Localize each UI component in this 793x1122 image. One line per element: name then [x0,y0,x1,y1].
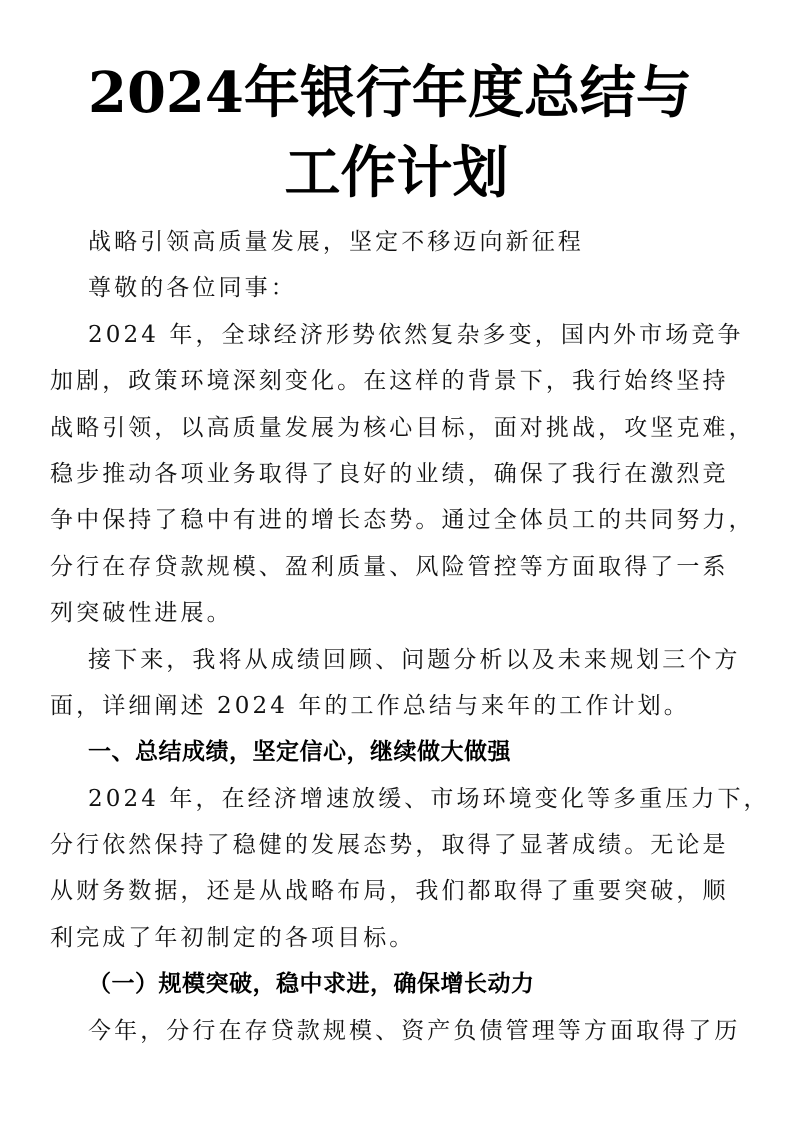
paragraph-line: 加剧，政策环境深刻变化。在这样的背景下，我行始终坚持 [50,368,729,395]
subsection-heading-1: （一）规模突破，稳中求进，确保增长动力 [88,971,535,998]
paragraph-section-1 [50,776,770,962]
paragraph-line: 分行在存贷款规模、盈利质量、风险管控等方面取得了一系 [50,553,729,580]
paragraph-line: 利完成了年初制定的各项目标。 [50,924,416,951]
greeting: 尊敬的各位同事： [88,275,297,302]
paragraph-line: 争中保持了稳中有进的增长态势。通过全体员工的共同努力， [50,507,755,534]
paragraph-line: 2024 年，在经济增速放缓、市场环境变化等多重压力下， [88,785,770,812]
section-heading-1: 一、总结成绩，坚定信心，继续做大做强 [88,739,511,766]
paragraph-line: 列突破性进展。 [50,600,233,627]
document-title-line-2: 工作计划 [284,140,509,206]
paragraph-line: 战略引领，以高质量发展为核心目标，面对挑战，攻坚克难， [50,414,755,441]
paragraph-line: 接下来，我将从成绩回顾、问题分析以及未来规划三个方 [88,646,741,673]
paragraph-outline [50,637,750,730]
paragraph-line: 今年，分行在存贷款规模、资产负债管理等方面取得了历 [88,1017,741,1044]
document-title-line-1: 2024年银行年度总结与 [88,60,692,126]
paragraph-line: 从财务数据，还是从战略布局，我们都取得了重要突破，顺 [50,878,729,905]
paragraph-line: 2024 年，全球经济形势依然复杂多变，国内外市场竞争 [88,321,744,348]
paragraph-subsection-1 [50,1008,750,1054]
document-subtitle: 战略引领高质量发展，坚定不移迈向新征程 [88,229,584,255]
paragraph-intro [50,312,755,637]
document-body [50,219,770,1054]
paragraph-line: 分行依然保持了稳健的发展态势，取得了显著成绩。无论是 [50,832,729,859]
paragraph-line: 稳步推动各项业务取得了良好的业绩，确保了我行在激烈竞 [50,460,729,487]
paragraph-line: 面，详细阐述 2024 年的工作总结与来年的工作计划。 [50,692,690,719]
